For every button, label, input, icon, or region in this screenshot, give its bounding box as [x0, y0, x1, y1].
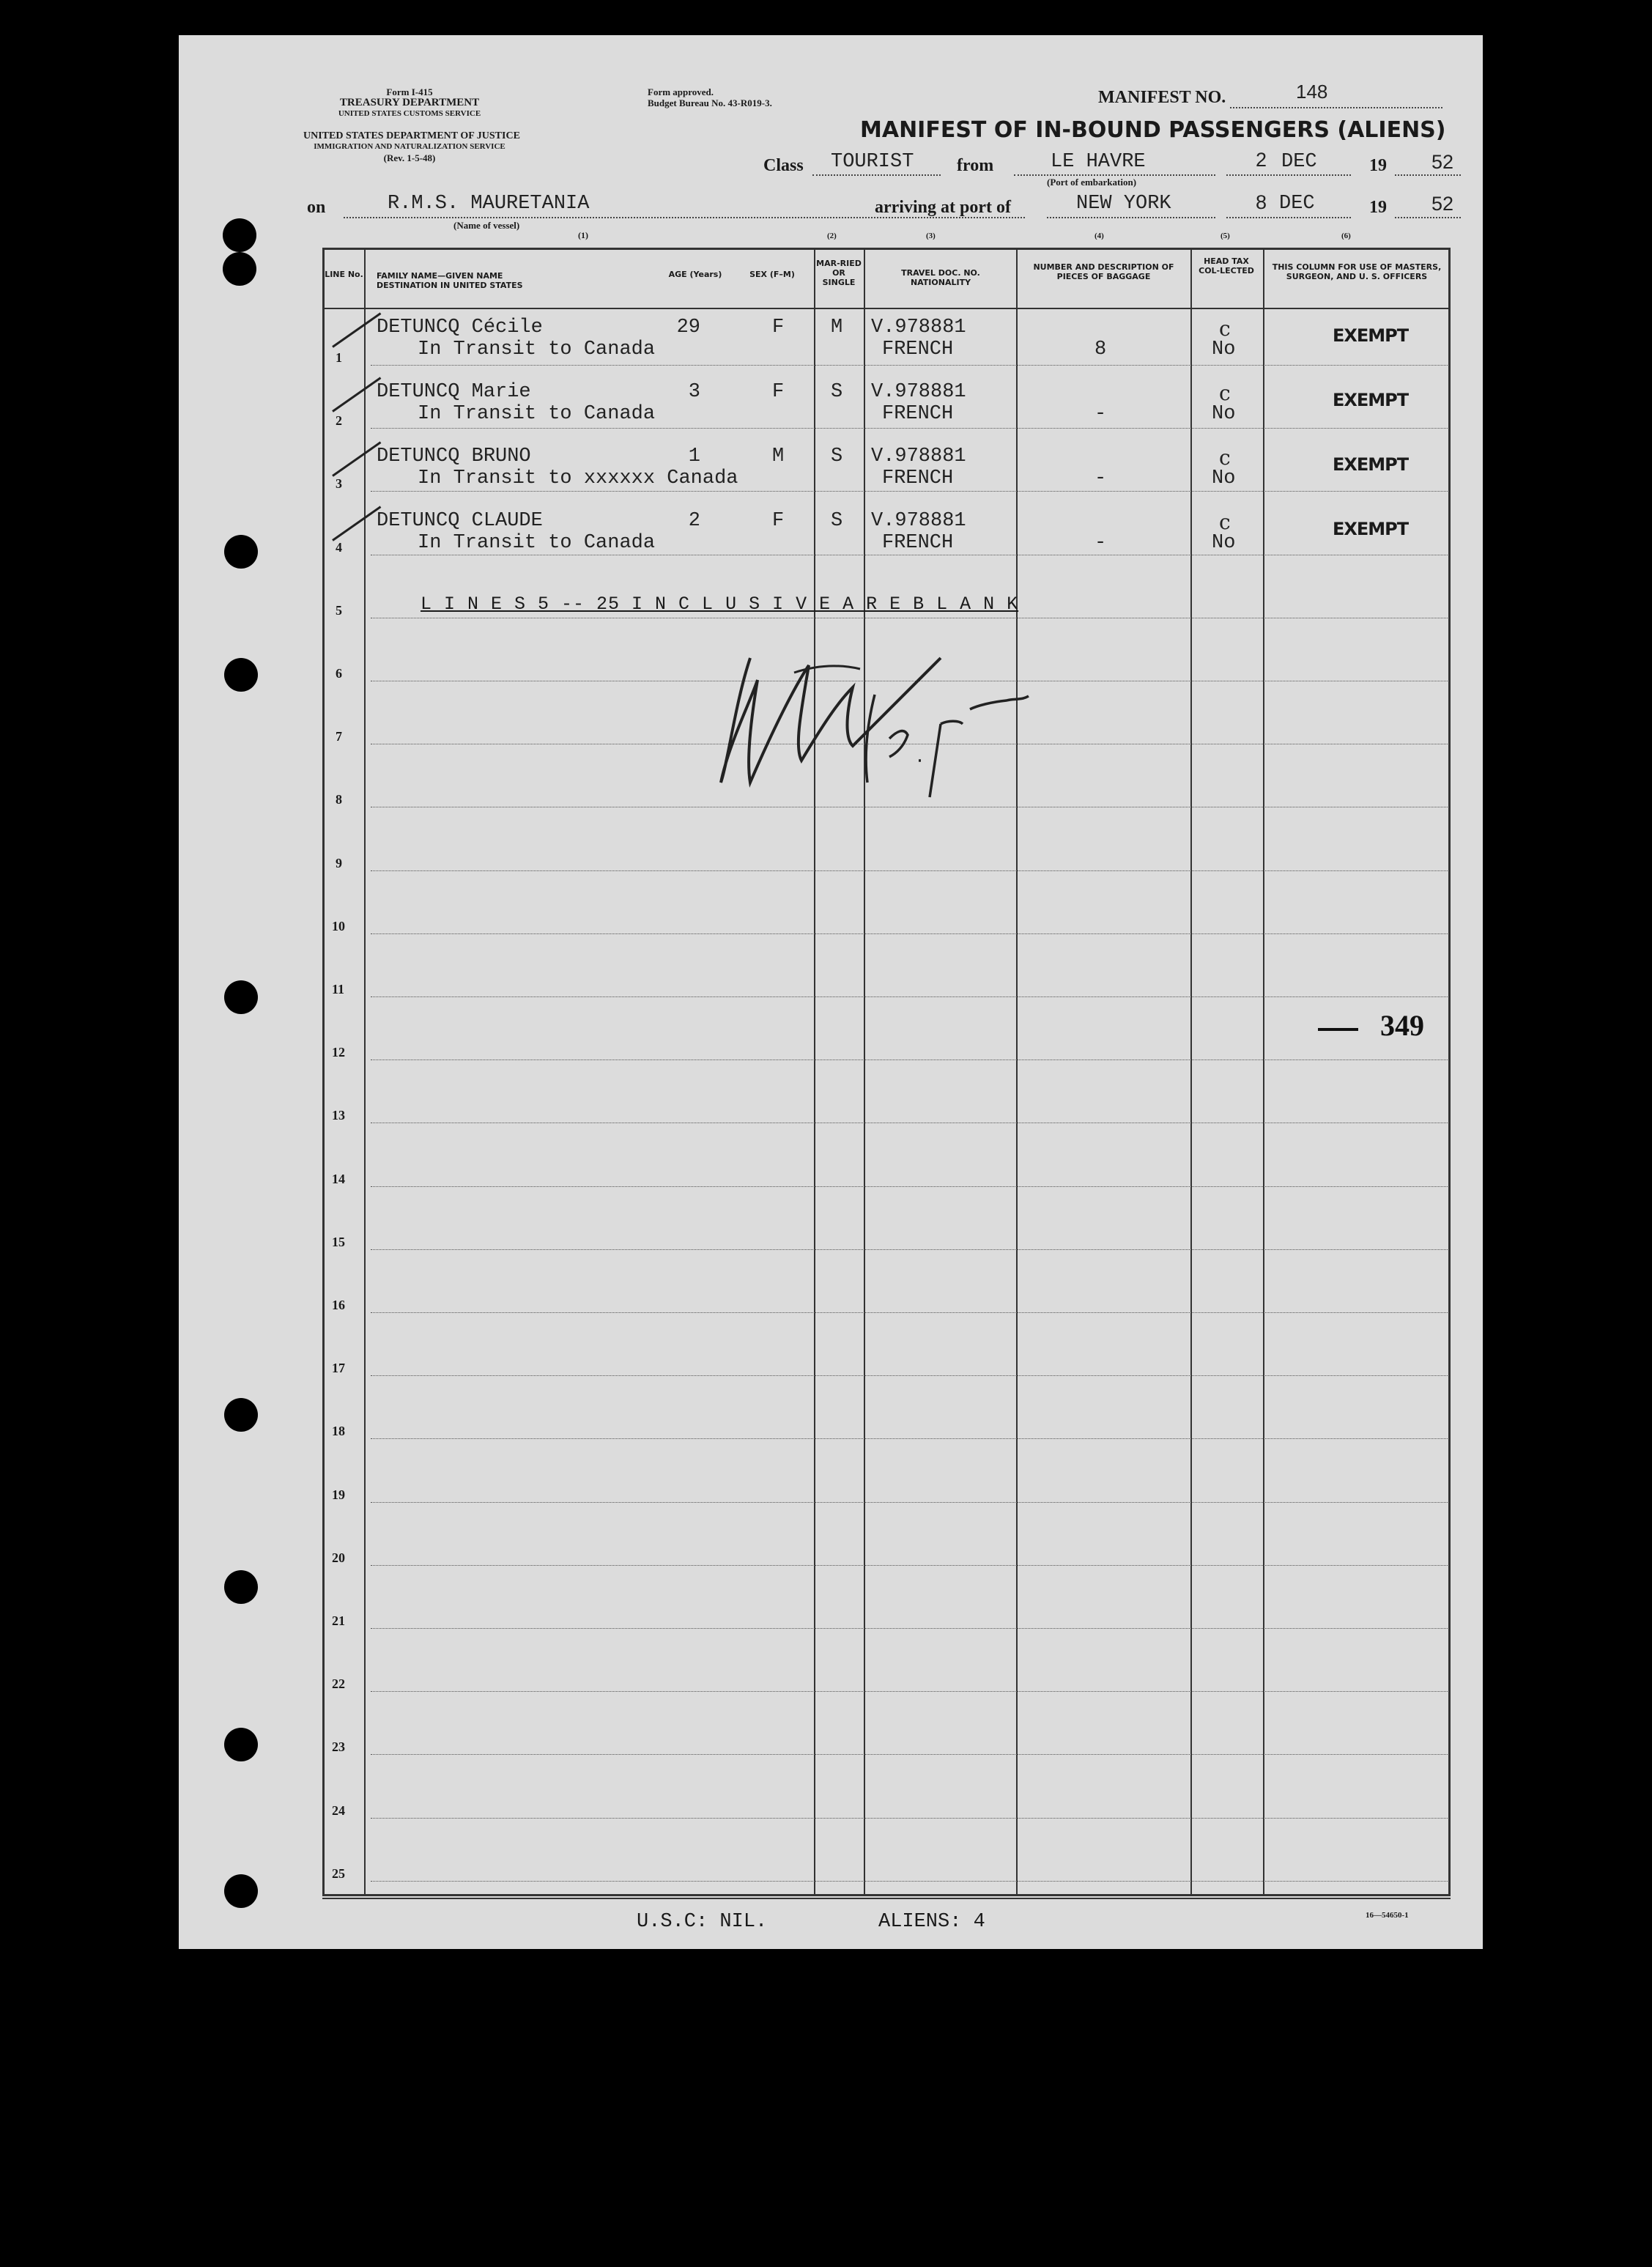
headtax-check-mark: c: [1219, 510, 1231, 534]
table-row-line: [371, 1438, 1448, 1439]
headtax-check-mark: c: [1219, 317, 1231, 341]
line-number: 16: [332, 1298, 345, 1312]
dep-line: [1226, 174, 1351, 176]
binder-hole: [224, 1728, 258, 1761]
line-number: 20: [332, 1550, 345, 1565]
passenger-name: DETUNCQ CLAUDE: [377, 510, 543, 532]
table-bottom: [322, 1898, 1451, 1899]
headtax-collected: No: [1212, 532, 1236, 554]
headtax-collected: No: [1212, 339, 1236, 360]
headtax-collected: No: [1212, 403, 1236, 425]
table-row-line: [371, 1186, 1448, 1187]
passenger-destination: In Transit to Canada: [418, 532, 656, 554]
binder-hole: [224, 980, 258, 1014]
binder-hole: [223, 218, 256, 252]
form-approval: [648, 86, 772, 108]
col-sep: [814, 248, 815, 1896]
footer-usc: U.S.C: NIL.: [637, 1911, 768, 1933]
baggage-count: -: [1094, 467, 1107, 489]
approved-text: Form approved.: [648, 86, 714, 97]
port-embarkation-caption: (Port of embarkation): [1047, 177, 1137, 188]
line-number: 5: [336, 602, 342, 618]
officer-exempt-stamp: EXEMPT: [1333, 519, 1409, 539]
table-row-line: [371, 1565, 1448, 1566]
table-row-line: [371, 870, 1448, 871]
col-num-6: (6): [1341, 232, 1351, 240]
passenger-nationality: FRENCH: [882, 339, 954, 360]
col-age: AGE (Years): [668, 270, 722, 279]
col-num-5: (5): [1221, 232, 1230, 240]
arr-year-line: [1395, 217, 1461, 218]
dep-year-line: [1395, 174, 1461, 176]
line-number: 2: [336, 413, 342, 429]
col-baggage: NUMBER AND DESCRIPTION OF PIECES OF BAGGAGE: [1033, 262, 1174, 281]
headtax-check-mark: c: [1219, 381, 1231, 405]
passenger-sex: F: [772, 381, 785, 403]
line-number: 7: [336, 729, 342, 744]
embark-line: [1014, 174, 1215, 176]
headtax-collected: No: [1212, 467, 1236, 489]
arr-year-prefix: 19: [1369, 198, 1387, 217]
line-number: 12: [332, 1045, 345, 1060]
line-number: 6: [336, 666, 342, 681]
col-married: MAR-RIED OR SINGLE: [816, 259, 862, 287]
passenger-age: 2: [688, 510, 700, 532]
justice-department: UNITED STATES DEPARTMENT OF JUSTICE: [303, 130, 520, 141]
table-row-line: [371, 1249, 1448, 1250]
binder-hole: [224, 1398, 258, 1432]
passenger-married: S: [831, 445, 843, 467]
binder-hole: [224, 1570, 258, 1604]
line-number: 3: [336, 476, 342, 492]
col-travel: TRAVEL DOC. NO. NATIONALITY: [901, 268, 980, 287]
manifest-no-value: 148: [1296, 81, 1328, 103]
line-number: 25: [332, 1865, 345, 1881]
class-value: TOURIST: [831, 151, 914, 173]
manifest-no-label: MANIFEST NO.: [1098, 88, 1226, 107]
col-sep: [1190, 248, 1192, 1896]
officer-exempt-stamp: EXEMPT: [1333, 390, 1409, 410]
line-number: 17: [332, 1361, 345, 1376]
table-row-line: [371, 1375, 1448, 1376]
budget-bureau: Budget Bureau No. 43-R019-3.: [648, 97, 772, 108]
line-number: 13: [332, 1108, 345, 1123]
officer-exempt-stamp: EXEMPT: [1333, 325, 1409, 346]
form-number: Form I-415: [386, 86, 433, 97]
travel-doc-number: V.978881: [871, 381, 966, 403]
table-row-line: [371, 933, 1448, 934]
ins-service: IMMIGRATION AND NATURALIZATION SERVICE: [314, 142, 505, 151]
binder-hole: [224, 1874, 258, 1908]
vessel-caption: (Name of vessel): [453, 220, 520, 231]
passenger-name: DETUNCQ Cécile: [377, 317, 543, 339]
line-number: 22: [332, 1676, 345, 1692]
col-officers: THIS COLUMN FOR USE OF MASTERS, SURGEON, AND U. S. OFFICERS: [1272, 262, 1442, 281]
on-label: on: [307, 198, 326, 217]
arrival-day: 8: [1256, 191, 1267, 213]
travel-doc-number: V.978881: [871, 317, 966, 339]
line-number: 24: [332, 1802, 345, 1818]
col-num-4: (4): [1094, 232, 1104, 240]
table-row-line: [371, 365, 1448, 366]
line-number: 18: [332, 1424, 345, 1439]
manifest-page: [179, 35, 1483, 1949]
departure-month: DEC: [1281, 151, 1317, 173]
line-number: 4: [336, 539, 342, 555]
passenger-sex: F: [772, 510, 785, 532]
table-row-line: [371, 1059, 1448, 1060]
col-headtax: HEAD TAX COL-LECTED: [1199, 256, 1254, 275]
travel-doc-number: V.978881: [871, 445, 966, 467]
departure-day: 2: [1256, 149, 1267, 171]
manifest-no-line: [1230, 107, 1442, 108]
table-row-line: [371, 491, 1448, 492]
passenger-age: 1: [688, 445, 700, 467]
line-number: 10: [332, 918, 345, 933]
dep-year: 52: [1431, 151, 1454, 173]
col-num-3: (3): [926, 232, 936, 240]
passenger-destination: In Transit to Canada: [418, 403, 656, 425]
stamp-dash: [1318, 1028, 1358, 1031]
binder-hole: [224, 535, 258, 569]
vessel-name: R.M.S. MAURETANIA: [388, 193, 590, 215]
col-line-no: LINE No.: [325, 270, 363, 279]
footer-aliens: ALIENS: 4: [878, 1911, 985, 1933]
line-number: 8: [336, 792, 342, 807]
passenger-nationality: FRENCH: [882, 467, 954, 489]
table-row-line: [371, 428, 1448, 429]
arr-line: [1226, 217, 1351, 218]
arriving-label: arriving at port of: [875, 198, 1011, 217]
col-num-1: (1): [578, 230, 588, 240]
table-row-line: [371, 1754, 1448, 1755]
table-row-line: [371, 1312, 1448, 1313]
passenger-name: DETUNCQ Marie: [377, 381, 531, 403]
table-row-line: [371, 1502, 1448, 1503]
passenger-married: M: [831, 317, 843, 339]
treasury-department: TREASURY DEPARTMENT: [339, 97, 480, 108]
header-left-justice: [303, 130, 520, 163]
table-row-line: [371, 1691, 1448, 1692]
table-row-line: [371, 1881, 1448, 1882]
customs-service: UNITED STATES CUSTOMS SERVICE: [338, 109, 481, 118]
line-number: 1: [336, 350, 342, 365]
line-number: 23: [332, 1739, 345, 1755]
arr-year: 52: [1431, 193, 1454, 215]
passenger-destination: In Transit to Canada: [418, 339, 656, 360]
binder-hole: [224, 658, 258, 692]
manifest-title: MANIFEST OF IN-BOUND PASSENGERS (ALIENS): [860, 117, 1446, 143]
table-row-line: [371, 1818, 1448, 1819]
col-sep: [1263, 248, 1264, 1896]
passenger-nationality: FRENCH: [882, 403, 954, 425]
col-sep: [864, 248, 865, 1896]
passenger-age: 29: [676, 317, 700, 339]
arrival-line: [1047, 217, 1215, 218]
headtax-check-mark: c: [1219, 445, 1231, 470]
passenger-married: S: [831, 510, 843, 532]
stamp-number: 349: [1380, 1009, 1424, 1042]
officer-exempt-stamp: EXEMPT: [1333, 454, 1409, 475]
passenger-destination: In Transit to xxxxxx Canada: [418, 467, 738, 489]
line-number: 19: [332, 1487, 345, 1502]
col-sep: [364, 248, 366, 1896]
class-label: Class: [763, 156, 804, 175]
line-number: 21: [332, 1613, 345, 1628]
arrival-month: DEC: [1279, 193, 1315, 215]
passenger-age: 3: [688, 381, 700, 403]
passenger-sex: M: [772, 445, 785, 467]
col-num-2: (2): [827, 232, 837, 240]
passenger-married: S: [831, 381, 843, 403]
line-number: 14: [332, 1171, 345, 1186]
passenger-name: DETUNCQ BRUNO: [377, 445, 531, 467]
inspector-signature: [706, 614, 1087, 856]
table-row-line: [371, 1628, 1448, 1629]
passenger-nationality: FRENCH: [882, 532, 954, 554]
baggage-count: -: [1094, 403, 1107, 425]
from-label: from: [957, 156, 994, 175]
binder-hole: [223, 252, 256, 286]
baggage-count: -: [1094, 532, 1107, 554]
passenger-sex: F: [772, 317, 785, 339]
port-embarkation: LE HAVRE: [1051, 151, 1146, 173]
class-line: [812, 174, 941, 176]
line-number: 9: [336, 855, 342, 870]
travel-doc-number: V.978881: [871, 510, 966, 532]
port-arrival: NEW YORK: [1076, 193, 1171, 215]
blank-lines-note: L I N E S 5 -- 25 I N C L U S I V E A R E B L A N K: [421, 593, 1019, 615]
baggage-count: 8: [1094, 339, 1107, 360]
line-number: 11: [332, 982, 345, 996]
line-number: 15: [332, 1234, 345, 1249]
header-left: [325, 86, 494, 119]
table-row-line: [371, 996, 1448, 997]
dep-year-prefix: 19: [1369, 156, 1387, 175]
col-sex: SEX (F–M): [749, 270, 795, 279]
manifest-table: [322, 248, 1451, 1896]
col-name: FAMILY NAME—GIVEN NAME DESTINATION IN UNITED STATES: [377, 271, 523, 290]
revision: (Rev. 1-5-48): [383, 152, 436, 163]
col-sep: [1016, 248, 1018, 1896]
print-code: 16—54650-1: [1366, 1911, 1409, 1920]
header-divider: [322, 308, 1451, 309]
